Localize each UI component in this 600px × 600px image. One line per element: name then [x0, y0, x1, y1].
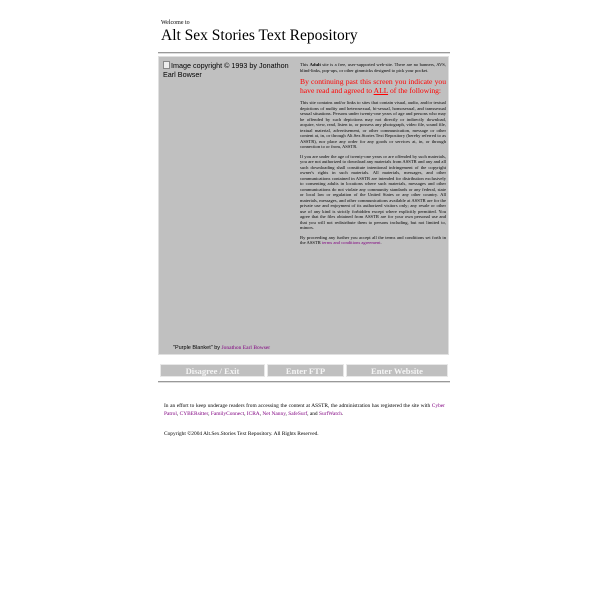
warning-text-a: By continuing past this screen you indicate you have read and agreed to — [300, 77, 446, 95]
top-divider — [158, 52, 450, 54]
filter-notice: In an effort to keep underage readers from accessing the content at ASSTR, the administration has registered the site with Cyber Patrol, CYBERsitter, FamilyConnect, ICRA, Net Nanny, SafeSurf, and SurfWatch. — [164, 403, 445, 417]
enter-website-button[interactable]: Enter Website — [346, 364, 448, 377]
broken-image-icon — [163, 61, 170, 69]
artwork-caption — [173, 345, 270, 351]
bottom-divider — [158, 381, 450, 383]
terms-paragraph — [300, 235, 446, 246]
artwork-alt-text: Image copyright © 1993 by Jonathon Earl Bowser — [163, 61, 289, 79]
intro-text-a: This — [300, 62, 309, 67]
netnanny-link[interactable]: Net Nanny — [262, 411, 286, 417]
intro-paragraph — [300, 62, 446, 73]
terms-link[interactable]: terms and conditions agreement — [321, 240, 381, 245]
content-paragraph: This site contains and/or links to sites that contain visual, audio, and/or textual depictions of nudity and heterosexual, bi-sexual, homosexual, and transsexual sexual situations. Persons under twenty-one years of age and persons who may be offended by such depictions may not directly or indirectly download, acquire, view, read, listen to, or possess any photograph, video file, sound file, textual material, advertisement, or other communication, message or other content at, in, or through Alt.Sex.Stories Text Repository (hereby referred to as ASSTR), nor place any order for any goods or services at, in, or through connection to or from, ASSTR. — [300, 100, 446, 149]
familyconnect-link[interactable]: FamilyConnect — [210, 411, 245, 417]
surfwatch-link[interactable]: SurfWatch — [318, 411, 342, 417]
warning-text-b: of the following: — [389, 86, 442, 95]
and-word: and — [309, 411, 318, 417]
warning-all: ALL — [373, 86, 389, 95]
age-paragraph: If you are under the age of twenty-one years or are offended by such materials, you are not authorized to download any materials from ASSTR and any and all such downloading shall constitute intentional infringement of the copyright owner's rights in such materials. All materials, messages, and other communications contained in ASSTR are intended for distribution exclusively to consenting adults in locations where such materials, messages and other communications do not violate any community standards or any federal, state or local law or regulation of the United States or any other country. All materials, messages, and other communications available at ASSTR are for the private use and enjoyment of its authorized visitors only; any resale or other use of any kind is strictly forbidden except where explicitly permitted. You agree that the files obtained from ASSTR are for your own personal use and that you will not redistribute them to persons including, but not limited to, minors. — [300, 153, 446, 230]
warning-paragraph — [300, 77, 446, 95]
cybersitter-link[interactable]: CYBERsitter — [179, 411, 209, 417]
terms-text: By proceeding any further you accept all the terms and conditions set forth in the ASSTR — [300, 234, 446, 245]
intro-adult-bold: Adult — [309, 62, 321, 67]
disclaimer-panel — [158, 56, 449, 355]
terms-end: . — [380, 240, 382, 245]
page-title: Alt Sex Stories Text Repository — [161, 27, 358, 44]
artist-link[interactable]: Jonathon Earl Bowser — [221, 345, 271, 351]
safesurf-link[interactable]: SafeSurf — [288, 411, 308, 417]
disagree-exit-button[interactable]: Disagree / Exit — [160, 364, 265, 377]
copyright-text: Copyright ©2004 Alt.Sex.Stories Text Repository. All Rights Reserved. — [164, 431, 319, 437]
artwork-image — [163, 61, 293, 81]
enter-ftp-button[interactable]: Enter FTP — [267, 364, 344, 377]
filter-text: In an effort to keep underage readers from accessing the content at ASSTR, the administration has registered the site with — [164, 403, 431, 409]
disclaimer-text — [300, 62, 446, 250]
cyberpatrol-link[interactable]: Cyber Patrol — [164, 403, 445, 417]
caption-text: "Purple Blanket" by — [173, 345, 221, 351]
welcome-text: Welcome to — [161, 20, 190, 26]
icra-link[interactable]: ICRA — [246, 411, 260, 417]
intro-text-b: site is a free, user-supported web-site. There are no banners, AVS, blind-links, pop-ups, or other gimmicks designed to pick your pocket. — [300, 62, 446, 73]
action-buttons — [158, 364, 450, 378]
